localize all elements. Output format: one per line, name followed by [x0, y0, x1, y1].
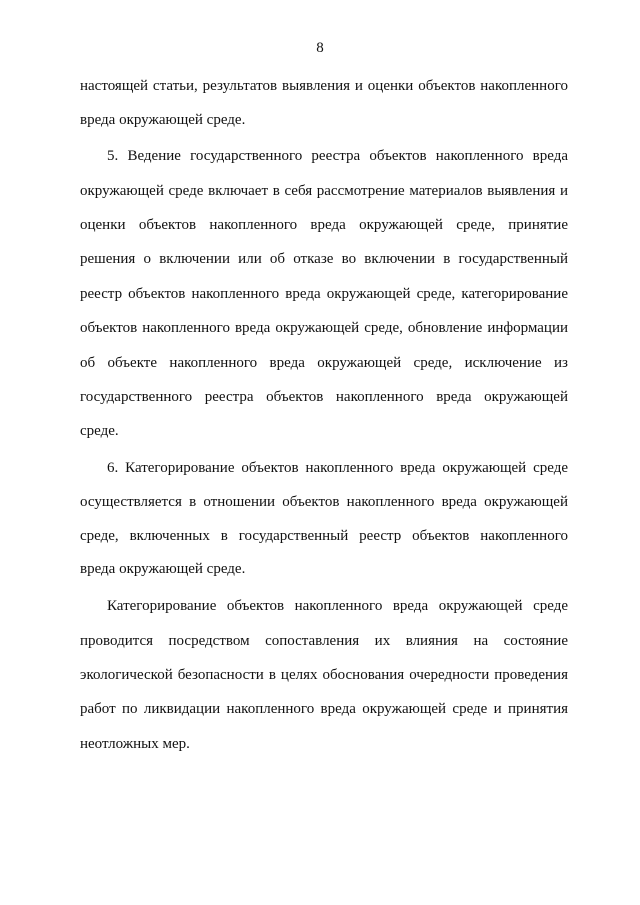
text-line: проводится посредством сопоставления их влияния на состояние: [80, 633, 568, 649]
text-line: работ по ликвидации накопленного вреда окружающей среде и принятия: [80, 701, 568, 717]
text-line: об объекте накопленного вреда окружающей среде, исключение из: [80, 355, 568, 371]
text-line: среде.: [80, 423, 119, 439]
page-number: 8: [316, 40, 324, 56]
text-line: вреда окружающей среде.: [80, 112, 246, 128]
text-line: 5. Ведение государственного реестра объектов накопленного вреда: [107, 148, 568, 164]
text-line: оценки объектов накопленного вреда окружающей среде, принятие: [80, 217, 568, 233]
text-line: государственного реестра объектов накопленного вреда окружающей: [80, 389, 568, 405]
text-line: объектов накопленного вреда окружающей среде, обновление информации: [80, 320, 568, 336]
text-line: окружающей среде включает в себя рассмотрение материалов выявления и: [80, 183, 568, 199]
text-line: среде, включенных в государственный реестр объектов накопленного: [80, 528, 568, 544]
text-line: 6. Категорирование объектов накопленного вреда окружающей среде: [107, 460, 568, 476]
text-line: вреда окружающей среде.: [80, 561, 246, 577]
text-line: неотложных мер.: [80, 736, 190, 752]
text-line: экологической безопасности в целях обоснования очередности проведения: [80, 667, 568, 683]
text-line: реестр объектов накопленного вреда окружающей среде, категорирование: [80, 286, 568, 302]
text-line: Категорирование объектов накопленного вреда окружающей среде: [107, 598, 568, 614]
text-line: осуществляется в отношении объектов накопленного вреда окружающей: [80, 494, 568, 510]
text-line: решения о включении или об отказе во включении в государственный: [80, 251, 568, 267]
text-line: настоящей статьи, результатов выявления и оценки объектов накопленного: [80, 78, 568, 94]
